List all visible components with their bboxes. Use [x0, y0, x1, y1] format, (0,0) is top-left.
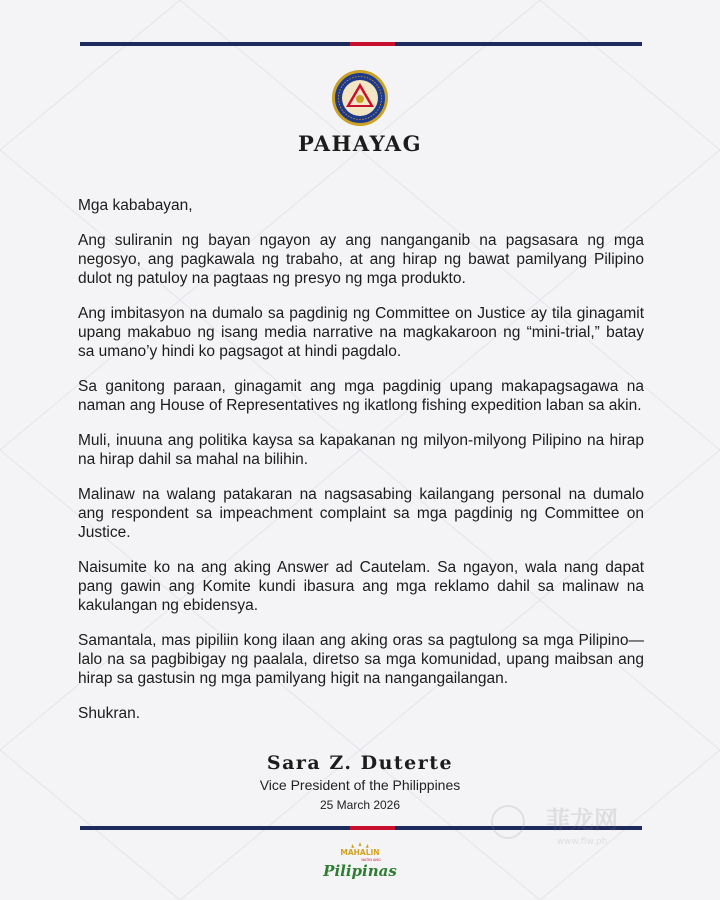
paragraph-2: Ang imbitasyon na dumalo sa pagdinig ng Committee on Justice ay tila ginagamit upang makabuo ng isang media narrative na magkakaroon ng “mini-trial,” batay sa umano’y hindi ko pagsagot at hindi pagdalo. — [78, 305, 644, 360]
news-site-watermark — [486, 796, 646, 856]
logo-top-text: MAHALIN — [340, 848, 380, 857]
paragraph-4: Muli, inuuna ang politika kaysa sa kapakanan ng milyon-milyong Pilipino na hirap na hirap dahil sa mahal na bilihin. — [78, 432, 644, 468]
signatory-name: Sara Z. Duterte — [266, 752, 454, 774]
signatory-position: Vice President of the Philippines — [259, 777, 461, 793]
watermark-subtext: www.flw.ph — [556, 837, 608, 847]
salutation: Mga kababayan, — [78, 197, 193, 214]
paragraph-1: Ang suliranin ng bayan ngayon ay ang nanganganib na pagsasara ng mga negosyo, ang pagkawala ng trabaho, at ang hirap ng bawat pamilyang Pilipino dulot ng patuloy na pagtaas ng presyo ng mga produkto. — [78, 232, 644, 287]
logo-small-text: NATIN ANG — [361, 858, 381, 862]
statement-title: PAHAYAG — [297, 131, 423, 156]
mahalin-pilipinas-logo — [320, 840, 400, 890]
logo-main-text: Pilipinas — [323, 862, 397, 880]
paragraph-6: Naisumite ko na ang aking Answer ad Cautelam. Sa ngayon, wala nang dapat pang gawin ang Komite kundi ibasura ang mga reklamo dahil sa malinaw na kakulangan ng ebidensya. — [78, 559, 644, 614]
statement-body — [78, 196, 644, 736]
paragraph-5: Malinaw na walang patakaran na nagsasabing kailangang personal na dumalo ang respondent sa impeachment complaint sa mga pagdinig ng Committee on Justice. — [78, 486, 644, 541]
statement-date: 25 March 2026 — [319, 798, 401, 812]
paragraph-3: Sa ganitong paraan, ginagamit ang mga pagdinig upang makapagsagawa na naman ang House of Representatives ng ikatlong fishing expedition laban sa akin. — [78, 378, 644, 414]
closing: Shukran. — [78, 705, 141, 722]
paragraph-7: Samantala, mas pipiliin kong ilaan ang aking oras sa pagtulong sa mga Pilipino—lalo na sa pagbibigay ng paalala, diretso sa mga komunidad, upang maibsan ang hirap sa gastusin ng mga pamilyang higit na nangangailangan. — [78, 632, 644, 687]
watermark-text: 菲龙网 — [546, 806, 618, 834]
ovp-seal-icon — [330, 68, 390, 128]
top-divider — [80, 42, 642, 46]
